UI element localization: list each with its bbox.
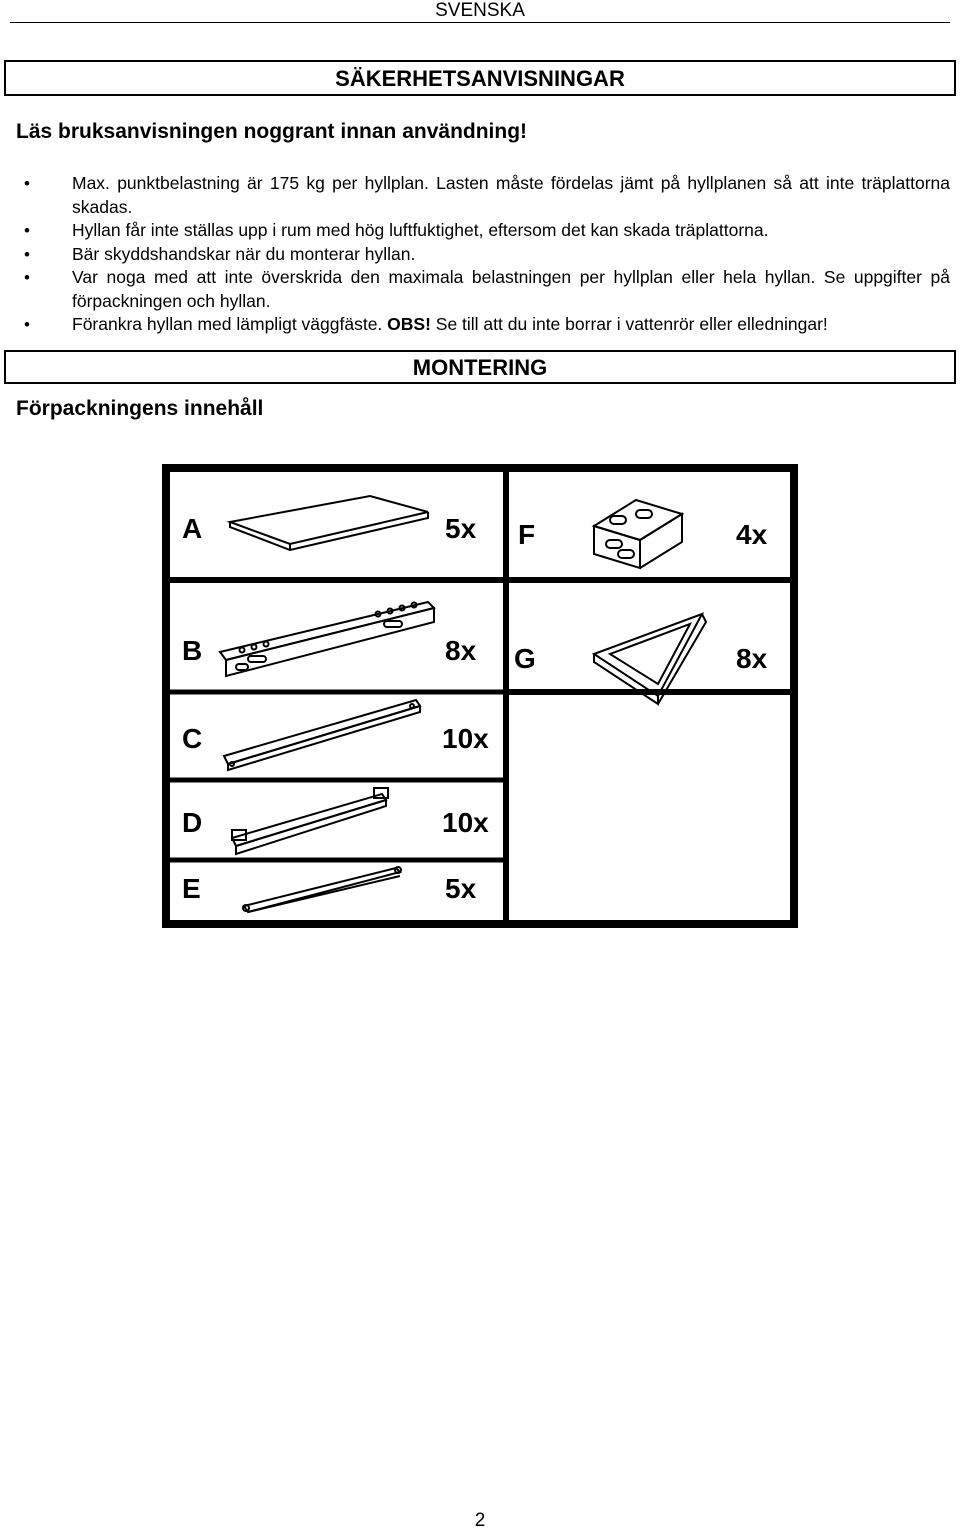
parts-diagram <box>162 464 798 928</box>
long-beam-illustration <box>220 602 434 676</box>
assembly-title: MONTERING <box>4 350 956 384</box>
part-f-letter: F <box>518 519 536 550</box>
list-item <box>0 313 950 337</box>
list-item: • Hyllan får inte ställas upp i rum med hög luftfuktighet, eftersom det kan skada träplattorna. <box>0 219 950 243</box>
package-contents-title: Förpackningens innehåll <box>16 397 264 420</box>
safety-list <box>0 172 950 337</box>
page-number: 2 <box>474 1510 486 1531</box>
part-d-qty: 10x <box>442 807 489 838</box>
part-e-qty: 5x <box>445 873 477 904</box>
obs-label: OBS! <box>387 314 431 334</box>
language-header: SVENSKA <box>435 0 525 21</box>
part-c-qty: 10x <box>442 723 489 754</box>
part-d-letter: D <box>182 807 203 838</box>
list-item: • Bär skyddshandskar när du monterar hyllan. <box>0 243 950 267</box>
part-c-letter: C <box>182 723 203 754</box>
list-item: • Max. punktbelastning är 175 kg per hyllplan. Lasten måste fördelas jämt på hyllplanen så att inte träplattorna skadas. <box>0 172 950 219</box>
part-a-letter: A <box>182 513 203 544</box>
rail-c-illustration <box>224 700 420 770</box>
list-item: • Var noga med att inte överskrida den maximala belastningen per hyllplan eller hela hyllan. Se uppgifter på förpackningen och hyllan. <box>0 266 950 313</box>
header-divider <box>10 22 950 23</box>
part-a-qty: 5x <box>445 513 477 544</box>
part-g-letter: G <box>514 643 536 674</box>
parts-grid <box>166 468 794 924</box>
shelf-board-illustration <box>230 496 428 550</box>
part-b-letter: B <box>182 635 203 666</box>
corner-bracket-illustration <box>594 500 682 568</box>
safety-warning: Läs bruksanvisningen noggrant innan användning! <box>16 120 528 143</box>
bar-e-illustration <box>243 867 401 912</box>
crossbar-d-illustration <box>232 788 388 854</box>
part-f-qty: 4x <box>736 519 768 550</box>
part-e-letter: E <box>182 873 201 904</box>
part-g-qty: 8x <box>736 643 768 674</box>
part-b-qty: 8x <box>445 635 477 666</box>
safety-title: SÄKERHETSANVISNINGAR <box>4 60 956 96</box>
anchor-text: Förankra hyllan med lämpligt väggfäste. <box>72 314 388 334</box>
drill-warning-text: Se till att du inte borrar i vattenrör eller elledningar! <box>430 314 828 334</box>
